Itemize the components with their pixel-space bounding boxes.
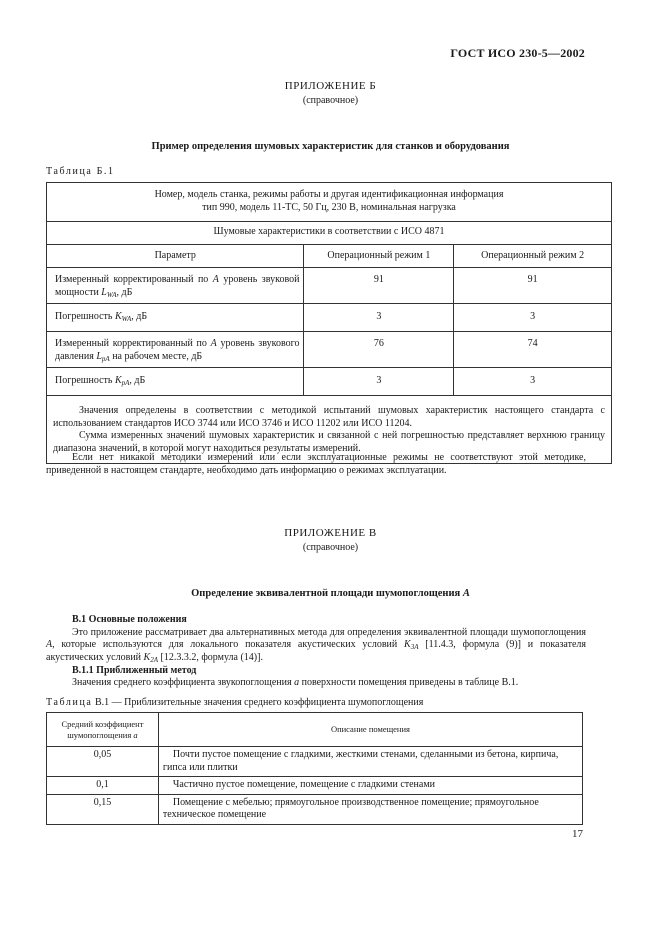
value-cell: 3: [454, 368, 612, 396]
param-unit: , дБ: [129, 375, 146, 387]
col-header-mode2: Операционный режим 2: [454, 244, 612, 268]
appendix-v-name: ПРИЛОЖЕНИЕ В: [284, 527, 377, 539]
param-unit: , дБ: [116, 286, 133, 298]
table-v1: [46, 712, 583, 825]
col-header-mode1: Операционный режим 1: [304, 244, 454, 268]
table-row: [47, 183, 612, 222]
col-header-coefficient: [47, 713, 159, 747]
table-v1-caption-label: Таблица: [46, 697, 93, 708]
b1-symbol: K: [143, 651, 151, 663]
value-cell: 74: [454, 332, 612, 368]
param-symbol: L: [96, 350, 102, 362]
param-symbol: K: [114, 311, 122, 323]
table-b1-caption-text: Таблица Б.1: [46, 166, 115, 177]
appendix-b-name: ПРИЛОЖЕНИЕ Б: [284, 80, 377, 92]
param-symbol-sub: pA: [121, 379, 130, 388]
standard-header: ГОСТ ИСО 230-5—2002: [450, 46, 585, 60]
appendix-b-after-text: [46, 452, 586, 477]
param-unit: , дБ: [131, 311, 148, 323]
b1-text: , которые используются для локального показателя акустических условий: [52, 639, 405, 650]
table-v1-caption: [46, 697, 423, 710]
b1-text: Это приложение рассматривает два альтернативных метода для определения эквивалентной площади шумопоглощения: [72, 626, 586, 638]
param-symbol-sub: WA: [106, 290, 117, 299]
table-row: [47, 794, 583, 824]
table-row: [47, 332, 612, 368]
param-cell: [47, 368, 304, 396]
param-cell: [47, 304, 304, 332]
param-text: Погрешность: [55, 375, 115, 387]
info-cell: [47, 183, 612, 222]
coefficient-cell: 0,05: [47, 747, 159, 777]
param-cell: [47, 332, 304, 368]
appendix-v-sub: (справочное): [302, 541, 359, 553]
description-cell: Почти пустое помещение с гладкими, жесткими стенами, сделанными из бетона, кирпича, гипса или плитки: [158, 747, 582, 777]
note-1: Значения определены в соответствии с методикой испытаний шумовых характеристик настоящего стандарта с использованием стандартов ИСО 3744 или ИСО 3746 и ИСО 11202 или ИСО 11204.: [53, 405, 605, 429]
param-symbol-sub: WA: [121, 315, 132, 324]
appendix-b-sub: (справочное): [302, 94, 359, 106]
table-row: [47, 304, 612, 332]
appendix-b-title: Пример определения шумовых характеристик для станков и оборудования: [151, 141, 510, 152]
value-cell: 76: [304, 332, 454, 368]
param-text: уровень звуковой мощности: [55, 274, 300, 298]
b11-text: Значения среднего коэффициента звукопоглощения: [72, 677, 295, 688]
section-b1-heading: В.1 Основные положения: [72, 614, 187, 625]
appendix-v-title: [0, 587, 661, 600]
appendix-v-heading: [0, 527, 661, 554]
value-cell: 91: [304, 268, 454, 304]
col-header-line: Средний коэффициент: [61, 719, 144, 729]
table-row: [47, 222, 612, 245]
value-cell: 3: [304, 304, 454, 332]
param-var: А: [210, 338, 217, 349]
col-header-text: шумопоглощения: [67, 729, 134, 740]
section-b11-text: [46, 677, 586, 690]
value-cell: 3: [304, 368, 454, 396]
col-header-var: а: [133, 729, 138, 740]
standard-row-cell: Шумовые характеристики в соответствии с ИСО 4871: [47, 222, 612, 245]
b1-text: [11.4.3, формула (9)] и показателя акустических условий: [46, 639, 586, 663]
param-symbol: K: [114, 375, 122, 387]
coefficient-cell: 0,1: [47, 777, 159, 795]
table-row: [47, 713, 583, 747]
param-text: Измеренный корректированный по: [55, 338, 211, 349]
appendix-b-heading: [0, 80, 661, 107]
b11-text: поверхности помещения приведены в таблице В.1.: [299, 677, 519, 688]
b1-symbol-sub: 2A: [150, 655, 158, 664]
value-cell: 3: [454, 304, 612, 332]
description-cell: Помещение с мебелью; прямоугольное производственное помещение; прямоугольное техническое помещение: [158, 794, 582, 824]
param-unit: на рабочем месте, дБ: [109, 350, 203, 362]
table-v1-caption-text: В.1 — Приблизительные значения среднего коэффициента шумопоглощения: [92, 697, 424, 708]
param-symbol: L: [101, 286, 107, 298]
info-line-2: тип 990, модель 11-ТС, 50 Гц, 230 В, номинальная нагрузка: [202, 201, 456, 213]
param-text: Погрешность: [55, 311, 115, 323]
b1-symbol: K: [404, 639, 411, 650]
section-b11-heading: В.1.1 Приближенный метод: [72, 664, 197, 676]
b1-text: [12.3.3.2, формула (14)].: [158, 651, 263, 663]
table-row: [47, 268, 612, 304]
table-row: [47, 777, 583, 795]
page-number: 17: [572, 828, 583, 840]
table-b1-caption: [46, 166, 115, 179]
b1-symbol-sub: 3A: [410, 643, 419, 651]
table-b1: [46, 182, 612, 464]
note-2: Сумма измеренных значений шумовых характеристик и связанной с ней погрешностью представляет верхнюю границу диапазона значений, в которой могут находиться результаты измерений.: [53, 430, 605, 454]
col-header-line: [51, 730, 154, 741]
param-symbol-sub: pA: [101, 354, 110, 363]
table-row: [47, 244, 612, 268]
table-row: [47, 368, 612, 396]
col-header-description: Описание помещения: [158, 713, 582, 747]
appendix-v-title-var: А: [462, 588, 470, 599]
col-header-param: Параметр: [47, 244, 304, 268]
param-text: Измеренный корректированный по: [55, 274, 213, 285]
description-cell: Частично пустое помещение, помещение с гладкими стенами: [158, 777, 582, 795]
b1-var: А: [46, 639, 53, 650]
info-line-1: Номер, модель станка, режимы работы и другая идентификационная информация: [154, 189, 504, 200]
table-row: [47, 747, 583, 777]
coefficient-cell: 0,15: [47, 794, 159, 824]
value-cell: 91: [454, 268, 612, 304]
param-cell: [47, 268, 304, 304]
param-text: уровень звукового давления: [55, 338, 300, 362]
b11-var: а: [294, 677, 300, 688]
param-var: А: [212, 274, 219, 285]
after-text: Если нет никакой методики измерений или если эксплуатационные режимы не соответствуют этой методике, приведенной в настоящем стандарте, необходимо дать информацию о режимах эксплуатации.: [46, 452, 586, 476]
section-b1-text: [46, 627, 586, 665]
section-b1: [46, 614, 586, 690]
appendix-v-title-text: Определение эквивалентной площади шумопоглощения: [191, 588, 463, 599]
